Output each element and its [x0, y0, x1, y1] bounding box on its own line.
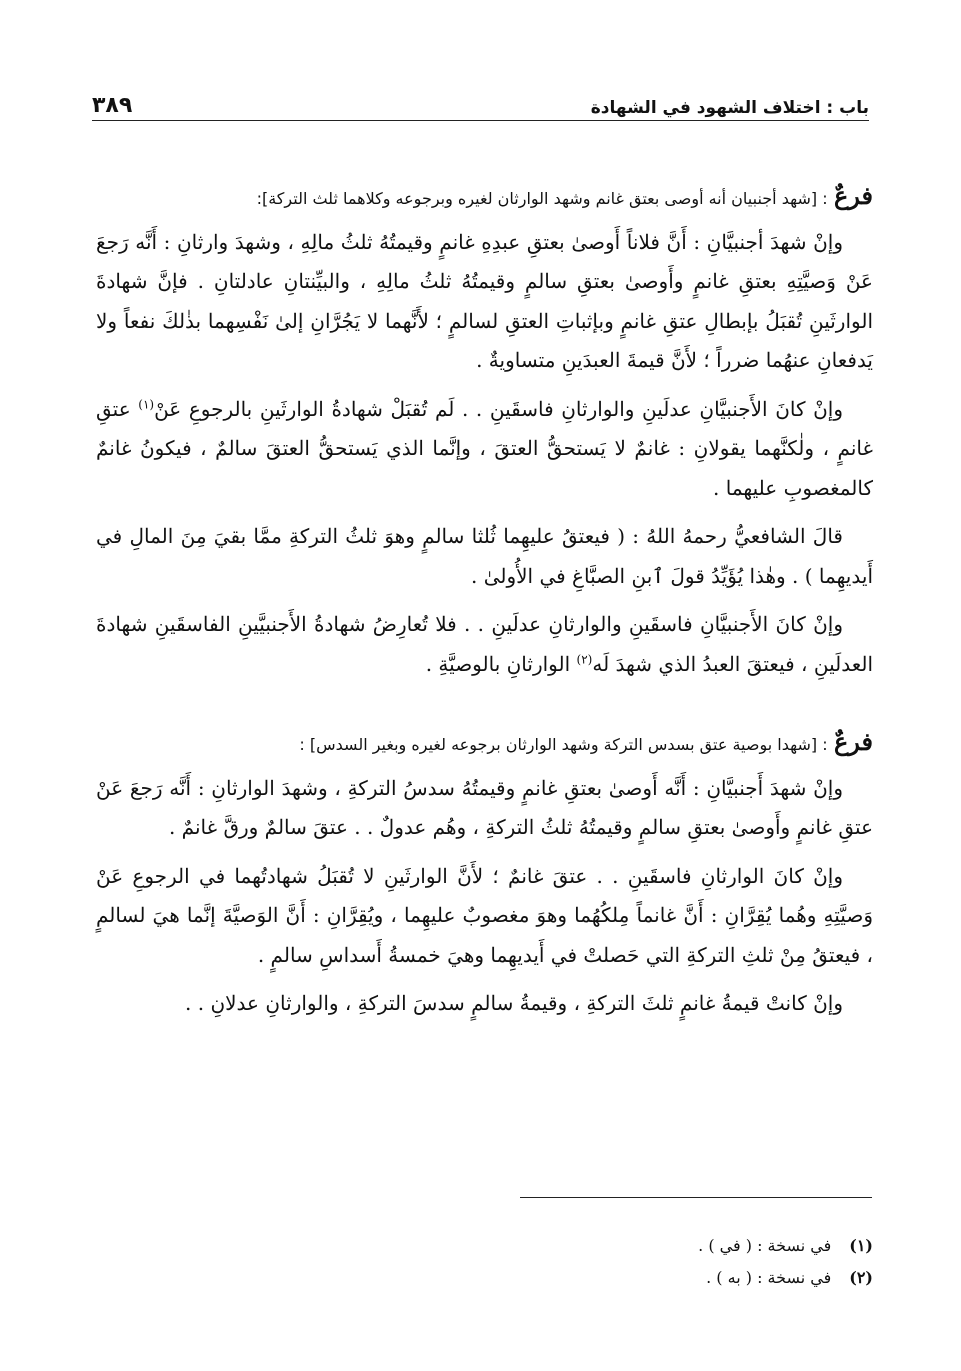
main-text: [96, 176, 873, 1033]
footnote-marker: (٢): [576, 651, 593, 666]
paragraph-text: الوارثانِ بالوصيَّةِ .: [425, 651, 577, 676]
page-header: [92, 84, 869, 118]
section-label: فرعٌ: [833, 727, 873, 756]
footnote: [300, 1230, 873, 1262]
running-title: باب : اختلاف الشهود في الشهادة: [590, 98, 869, 118]
footnote-number: (١): [849, 1236, 873, 1255]
footnote-text: في نسخة : ( في ) .: [698, 1236, 832, 1255]
section-heading: [96, 176, 873, 219]
footnote-marker: (١): [138, 396, 155, 411]
paragraph: قالَ الشافعيُّ رحمهُ اللهُ : ( فيعتقُ عليهِما ثُلثا سالمٍ وهوَ ثلثُ التركةِ ممَّا بقيَ مِنَ المالِ في أَيديهِما ) . وهٰذا يُؤَيِّدُ قولَ ٱبنِ الصبَّاغِ في الأُولىٰ .: [96, 524, 873, 588]
paragraph: [96, 390, 873, 509]
section-description: : [شهدا بوصية عتق بسدس التركة وشهد الوارثان برجوعه لغيره وبغير السدس] :: [299, 735, 828, 754]
section-label: فرعٌ: [833, 181, 873, 210]
paragraph: وإنْ شهدَ أجنبيَّانِ : أَنَّ فلاناً أَوصىٰ بعتقِ عبدِهِ غانمٍ وقيمتُهُ ثلثُ مالِهِ ، وشهدَ وارثانِ : أَنَّه رَجعَ عَنْ وَصيَّتِهِ بعتقِ غانمٍ وأَوصىٰ بعتقِ سالمٍ وقيمتُهُ ثلثُ مالِهِ ، والبيِّنتانِ عادلتانِ . فإنَّ شهادةَ الوارثَينِ تُقبَلُ بإبطالِ عتقِ غانمٍ وبإثباتِ العتقِ لسالمٍ ؛ لأَنَّهما لا يَجُرَّانِ إلىٰ نَفْسِهما بذٰلكَ نفعاً ولا يَدفعانِ عنهُما ضرراً ؛ لأَنَّ قيمةَ العبدَينِ متساويةٌ .: [96, 229, 873, 372]
header-divider: [92, 120, 869, 121]
paragraph: وإنْ كانتْ قيمةُ غانمٍ ثلثَ التركةِ ، وقيمةُ سالمٍ سدسَ التركةِ ، والوارثانِ عدلانِ . .: [185, 991, 843, 1015]
paragraph: [96, 605, 873, 684]
section-description: : [شهد أجنبيان أنه أوصى بعتق غانم وشهد الوارثان لغيره وبرجوعه وكلاهما ثلث التركة]:: [256, 189, 828, 208]
paragraph-text: وإنْ كانَ الأَجنبيَّانِ عدلَينِ والوارثانِ فاسقَينِ . . لَم تُقبَلْ شهادةُ الوارثَينِ بالرجوعِ عَنْ: [154, 396, 843, 421]
footnote: [300, 1262, 873, 1294]
section-heading: [96, 722, 873, 765]
footnote-text: في نسخة : ( به ) .: [706, 1268, 832, 1287]
footnote-divider: [520, 1197, 872, 1198]
paragraph: وإنْ كانَ الوارثانِ فاسقَينِ . . عتقَ غانمٌ ؛ لأَنَّ الوارثَينِ لا تُقبَلُ شهادتُهما في الرجوعِ عَنْ وَصيَّتِهِ وهُما يُقِرَّانِ : أَنَّ غانماً مِلكُهُما وهوَ مغصوبٌ عليهِما ، ويُقِرَّانِ : أَنَّ الوَصيَّةَ إنَّما هيَ لسالمٍ ، فيعتقُ مِنْ ثلثِ التركةِ التي حَصلتْ في أَيديهِما وهيَ خمسةُ أَسداسِ سالمٍ .: [96, 863, 873, 967]
footnotes: [300, 1230, 873, 1294]
paragraph: وإنْ شهدَ أَجنبيَّانِ : أَنَّه أَوصىٰ بعتقِ غانمٍ وقيمتُهُ سدسُ التركةِ ، وشهدَ الوارثانِ : أَنَّه رَجعَ عَنْ عتقِ غانمٍ وأَوصىٰ بعتقِ سالمٍ وقيمتُهُ ثلثُ التركةِ ، وهُم عدولٌ . . عتقَ سالمٌ ورقَّ غانمٌ .: [96, 775, 873, 839]
footnote-number: (٢): [849, 1268, 873, 1287]
page-number: ٣٨٩: [92, 93, 133, 118]
paragraph-text: عتقِ غانمٍ ، ولٰكنَّهما يقولانِ : غانمٌ لا يَستحقُّ العتقَ ، وإنَّما الذي يَستحقُّ العتقَ سالمٌ ، فيكونُ غانمٌ كالمغصوبِ عليهما .: [96, 396, 873, 500]
paragraph-text: وإنْ كانَ الأَجنبيَّانِ فاسقَينِ والوارثانِ عدلَينِ . . فلا تُعارِضُ شهادةُ الأَجنبيَّينِ الفاسقَينِ شهادةَ العدلَينِ ، فيعتقَ العبدُ الذي شهدَ لَه: [96, 612, 873, 676]
